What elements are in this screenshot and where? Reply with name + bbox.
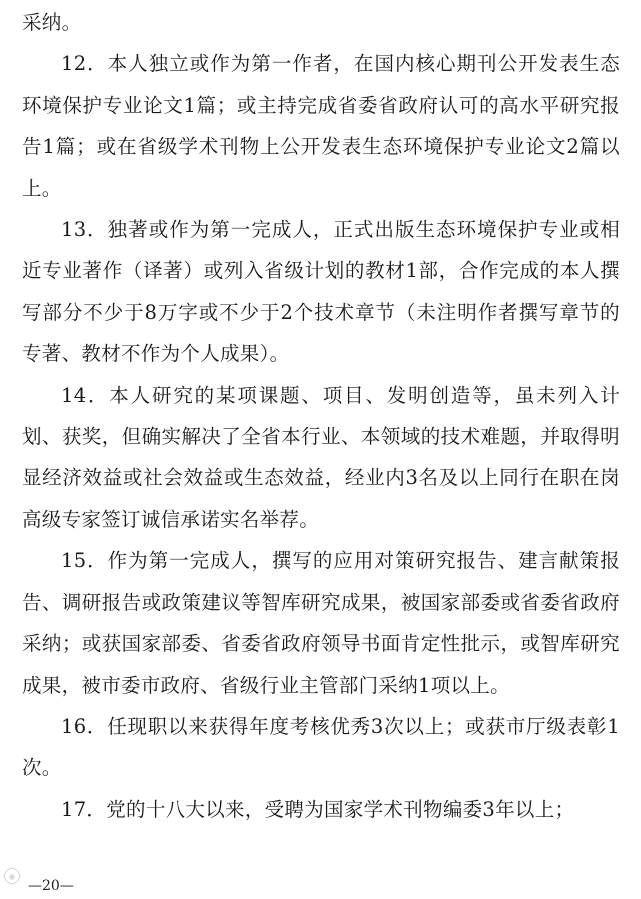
paragraph-item-14: 14．本人研究的某项课题、项目、发明创造等，虽未列入计划、获奖，但确实解决了全省本行业、本领域的技术难题，并取得明显经济效益或社会效益或生态效益，经业内3名及以上同行在职在岗高级专家签订诚信承诺实名举荐。 <box>22 383 620 531</box>
paragraph-item-15: 15．作为第一完成人，撰写的应用对策研究报告、建言献策报告、调研报告或政策建议等智库研究成果，被国家部委或省委省政府采纳；或获国家部委、省委省政府领导书面肯定性批示，或智库研究成果，被市委市政府、省级行业主管部门采纳1项以上。 <box>22 549 620 697</box>
camera-watermark-icon: ◉ <box>4 868 20 884</box>
document-body <box>22 2 620 830</box>
page-number: —20— <box>28 878 74 894</box>
paragraph-item-12: 12．本人独立或作为第一作者，在国内核心期刊公开发表生态环境保护专业论文1篇；或主持完成省委省政府认可的高水平研究报告1篇；或在省级学术刊物上公开发表生态环境保护专业论文2篇以上。 <box>22 52 620 200</box>
paragraph-item-17: 17．党的十八大以来，受聘为国家学术刊物编委3年以上； <box>61 797 575 821</box>
watermark <box>4 868 20 884</box>
paragraph-item-16: 16．任现职以来获得年度考核优秀3次以上；或获市厅级表彰1次。 <box>22 714 620 780</box>
opening-fragment: 采纳。 <box>22 11 82 34</box>
paragraph-item-13: 13．独著或作为第一完成人，正式出版生态环境保护专业或相近专业著作（译著）或列入省级计划的教材1部，合作完成的本人撰写部分不少于8万字或不少于2个技术章节（未注明作者撰写章节的专著、教材不作为个人成果）。 <box>22 218 620 366</box>
